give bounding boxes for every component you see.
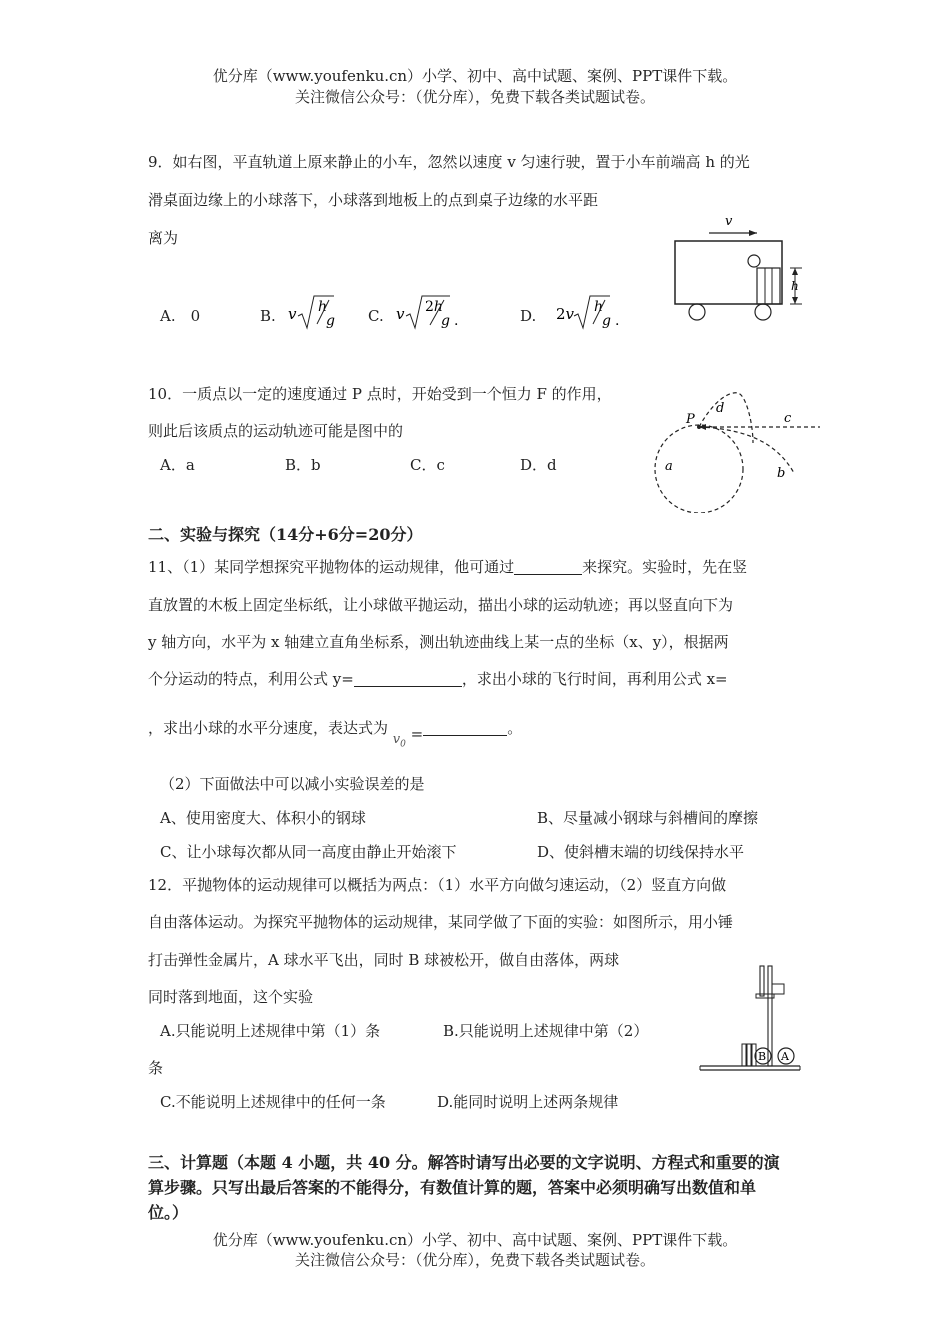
q12-line-1: 12．平抛物体的运动规律可以概括为两点：（1）水平方向做匀速运动，（2）竖直方向做 (148, 876, 727, 894)
q11-line-5-end: 。 (507, 719, 523, 737)
section-2-title: 二、实验与探究（14分+6分=20分） (148, 525, 423, 544)
q11-line-1-end: 来探究。实验时，先在竖 (582, 558, 748, 576)
q10-fig-d-label: d (716, 401, 725, 416)
q12-line-2: 自由落体运动。为探究平抛物体的运动规律，某同学做了下面的实验：如图所示，用小锤 (148, 913, 734, 931)
q9-option-b: B. (260, 307, 276, 325)
q10-line-2: 则此后该质点的运动轨迹可能是图中的 (148, 422, 404, 440)
formula-v-sqrt-h-over-g (286, 292, 336, 334)
q11-line-3: y 轴方向，水平为 x 轴建立直角坐标系，测出轨迹曲线上某一点的坐标（x、y），根据两 (148, 633, 729, 651)
q10-fig-p-label: P (686, 412, 695, 427)
svg-text:v: v (396, 305, 405, 323)
header-line-1: 优分库（www.youfenku.cn）小学、初中、高中试题、案例、PPT课件下载。 (212, 67, 738, 85)
formula-2v-sqrt-h-over-g (554, 292, 624, 334)
q11-blank-method[interactable] (514, 558, 582, 575)
svg-text:v: v (288, 305, 297, 323)
q9-line-2: 滑桌面边缘上的小球落下，小球落到地板上的点到桌子边缘的水平距 (148, 191, 599, 209)
svg-text:.: . (454, 313, 459, 329)
q9-fig-height-label: h (791, 279, 799, 293)
header-line-2: 关注微信公众号：（优分库），免费下载各类试题试卷。 (294, 88, 655, 106)
q9-cart-figure (665, 205, 815, 330)
svg-text:g: g (602, 313, 611, 329)
q11-line-2: 直放置的木板上固定坐标纸，让小球做平抛运动，描出小球的运动轨迹；再以竖直向下为 (148, 596, 734, 614)
q11-v0-symbol: $v_0$ (392, 732, 406, 750)
q10-option-b: B．b (285, 456, 321, 474)
q10-fig-a-label: a (665, 459, 673, 474)
q10-option-c: C．c (410, 456, 445, 474)
q11-line-4-start: 个分运动的特点，利用公式 y= (148, 670, 354, 688)
q12-option-c: C.不能说明上述规律中的任何一条 (160, 1093, 386, 1111)
q10-option-a: A．a (160, 456, 195, 474)
q11-option-d: D、使斜槽末端的切线保持水平 (537, 843, 745, 861)
q12-fig-ball-b: B (758, 1050, 767, 1063)
section-3-line-3: 位。） (148, 1203, 189, 1222)
q12-option-b: B.只能说明上述规律中第（2） (443, 1022, 649, 1040)
q11-line-1-start: 11、（1）某同学想探究平抛物体的运动规律，他可通过 (148, 558, 515, 576)
q12-option-b-continued: 条 (148, 1059, 164, 1077)
q9-option-c: C. (368, 307, 384, 325)
q9-option-a: A. 0 (160, 307, 201, 325)
q10-fig-b-label: b (777, 466, 786, 481)
q12-line-3: 打击弹性金属片，A 球水平飞出，同时 B 球被松开，做自由落体，两球 (148, 951, 620, 969)
section-3-line-2: 算步骤。只写出最后答案的不能得分，有数值计算的题，答案中必须明确写出数值和单 (148, 1178, 757, 1197)
svg-text:2h: 2h (425, 299, 443, 315)
q10-fig-c-label: c (784, 411, 792, 426)
q10-option-d: D．d (520, 456, 557, 474)
q12-option-a: A.只能说明上述规律中第（1）条 (160, 1022, 381, 1040)
q11-part-2: （2）下面做法中可以减小实验误差的是 (160, 775, 425, 793)
q11-equals: = (410, 725, 424, 743)
q11-line-4 (148, 669, 728, 689)
section-3-line-1: 三、计算题（本题 4 小题，共 40 分。解答时请写出必要的文字说明、方程式和重要的演 (148, 1153, 780, 1172)
q12-line-4: 同时落到地面，这个实验 (148, 988, 314, 1006)
svg-text:h: h (318, 299, 328, 315)
q11-line-5 (148, 718, 523, 750)
svg-text:h: h (594, 299, 604, 315)
svg-text:2v: 2v (556, 305, 575, 323)
q11-blank-y-formula[interactable] (354, 670, 462, 687)
q10-trajectory-figure (650, 383, 825, 513)
q9-line-1: 9．如右图，平直轨道上原来静止的小车，忽然以速度 v 匀速行驶，置于小车前端高 h 的光 (148, 153, 750, 171)
q11-line-5-start: ，求出小球的水平分速度，表达式为 (148, 719, 389, 737)
q9-line-3: 离为 (148, 229, 179, 247)
q10-line-1: 10．一质点以一定的速度通过 P 点时，开始受到一个恒力 F 的作用， (148, 385, 612, 403)
q11-blank-v0-expression[interactable] (423, 719, 507, 736)
q11-line-1 (148, 557, 747, 577)
q11-option-c: C、让小球每次都从同一高度由静止开始滚下 (160, 843, 457, 861)
q11-option-b: B、尽量减小钢球与斜槽间的摩擦 (537, 809, 759, 827)
svg-text:.: . (615, 313, 620, 329)
q9-option-d: D. (520, 307, 537, 325)
q12-apparatus-figure (698, 962, 803, 1074)
q11-option-a: A、使用密度大、体积小的钢球 (160, 809, 366, 827)
footer-line-1: 优分库（www.youfenku.cn）小学、初中、高中试题、案例、PPT课件下载。 (212, 1231, 738, 1249)
q11-line-4-end: ，求出小球的飞行时间，再利用公式 x= (461, 670, 728, 688)
q9-fig-velocity-label: v (725, 214, 733, 229)
q12-fig-ball-a: A (781, 1050, 789, 1063)
formula-v-sqrt-2h-over-g (394, 292, 464, 334)
q12-option-d: D.能同时说明上述两条规律 (437, 1093, 619, 1111)
svg-text:g: g (326, 313, 335, 329)
footer-line-2: 关注微信公众号：（优分库），免费下载各类试题试卷。 (294, 1251, 655, 1269)
svg-text:g: g (441, 313, 450, 329)
